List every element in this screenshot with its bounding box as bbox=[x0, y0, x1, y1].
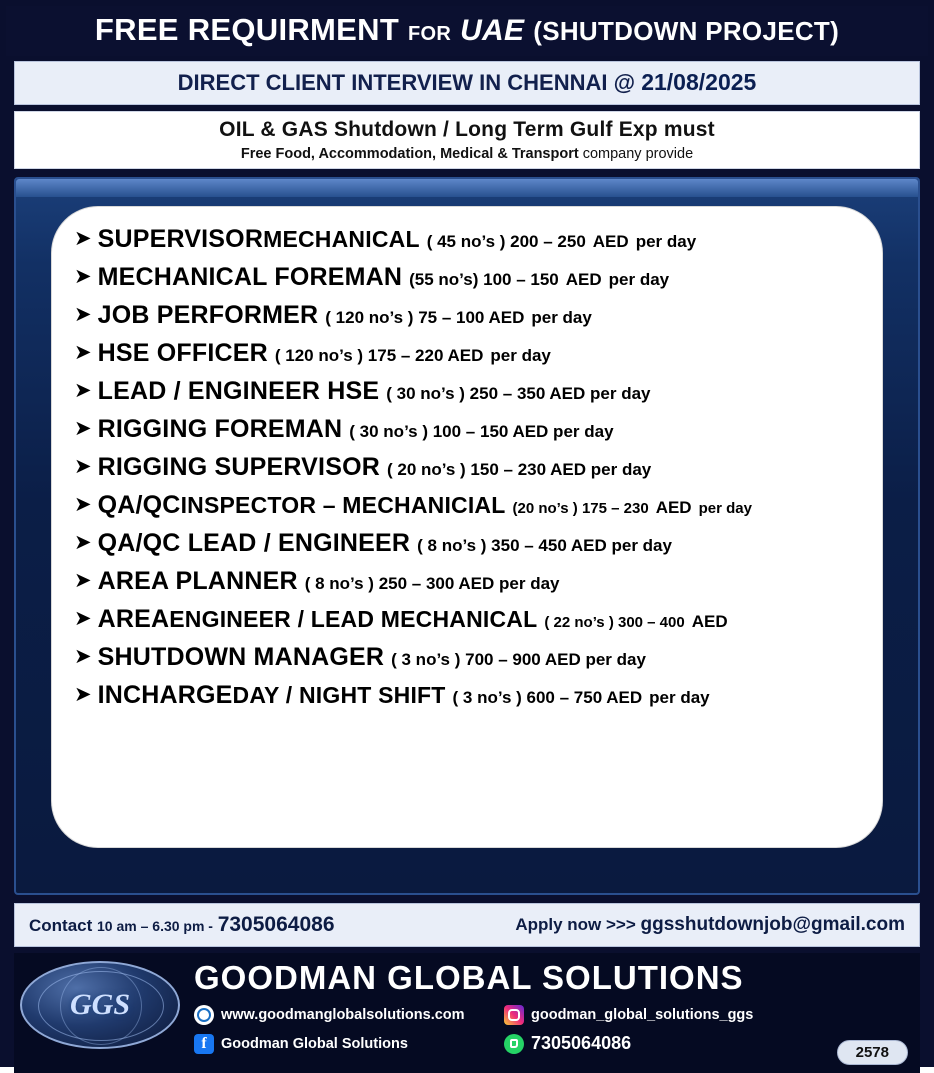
interview-text: DIRECT CLIENT INTERVIEW IN CHENNAI @ bbox=[177, 70, 636, 95]
list-item bbox=[74, 491, 862, 520]
contact-email[interactable]: ggsshutdownjob@gmail.com bbox=[640, 914, 905, 935]
reference-badge: 2578 bbox=[837, 1040, 908, 1065]
job-title: INCHARGE bbox=[97, 681, 233, 709]
job-suffix: per day bbox=[649, 688, 710, 707]
job-suffix: per day bbox=[531, 308, 592, 327]
contact-phone[interactable]: 7305064086 bbox=[217, 913, 335, 936]
job-detail: ( 8 no’s ) 350 – 450 AED per day bbox=[417, 536, 672, 555]
job-detail: ( 45 no’s ) 200 – 250 bbox=[426, 232, 586, 251]
list-item bbox=[74, 681, 862, 710]
title-for: FOR bbox=[408, 23, 452, 45]
list-item bbox=[74, 301, 862, 330]
job-title: JOB PERFORMER bbox=[97, 301, 319, 329]
facebook-link[interactable] bbox=[194, 1033, 494, 1054]
job-title: SUPERVISOR bbox=[97, 225, 264, 253]
instagram-link[interactable] bbox=[504, 1005, 804, 1025]
job-suffix: per day bbox=[635, 232, 697, 251]
contact-bar bbox=[14, 903, 920, 947]
job-title-rest: MECHANICAL bbox=[263, 226, 420, 252]
job-title: AREA PLANNER bbox=[97, 567, 298, 595]
bullet-arrow-icon: ➤ bbox=[74, 227, 92, 250]
job-currency: AED bbox=[691, 612, 728, 631]
instagram-icon bbox=[504, 1005, 524, 1025]
job-detail: (20 no’s ) 175 – 230 bbox=[512, 500, 649, 517]
globe-icon bbox=[194, 1005, 214, 1025]
job-detail: ( 20 no’s ) 150 – 230 AED per day bbox=[386, 460, 652, 479]
jobs-panel bbox=[14, 177, 920, 895]
job-suffix: per day bbox=[608, 270, 670, 289]
facebook-label: Goodman Global Solutions bbox=[221, 1035, 408, 1052]
job-title: QA/QC bbox=[97, 491, 181, 519]
interview-bar bbox=[14, 61, 920, 105]
job-title: QA/QC LEAD / ENGINEER bbox=[97, 529, 411, 557]
poster-title-bar bbox=[6, 6, 928, 56]
job-title: MECHANICAL FOREMAN bbox=[97, 263, 403, 291]
job-title: RIGGING FOREMAN bbox=[97, 415, 343, 443]
logo-text: GGS bbox=[69, 988, 130, 1021]
job-title: HSE OFFICER bbox=[97, 339, 268, 367]
job-title-rest: DAY / NIGHT SHIFT bbox=[232, 682, 446, 708]
website-label: www.goodmanglobalsolutions.com bbox=[221, 1007, 465, 1023]
bullet-arrow-icon: ➤ bbox=[74, 531, 92, 554]
whatsapp-icon bbox=[504, 1034, 524, 1054]
bullet-arrow-icon: ➤ bbox=[74, 455, 92, 478]
bullet-arrow-icon: ➤ bbox=[74, 569, 92, 592]
list-item bbox=[74, 529, 862, 558]
job-title-rest: ENGINEER / LEAD MECHANICAL bbox=[169, 606, 538, 632]
bullet-arrow-icon: ➤ bbox=[74, 645, 92, 668]
bullet-arrow-icon: ➤ bbox=[74, 683, 92, 706]
title-country: UAE bbox=[460, 14, 525, 47]
requirement-bar bbox=[14, 111, 920, 169]
list-item bbox=[74, 453, 862, 482]
list-item bbox=[74, 263, 862, 292]
job-currency: AED bbox=[655, 498, 692, 517]
job-detail: ( 3 no’s ) 700 – 900 AED per day bbox=[391, 650, 646, 669]
job-title: RIGGING SUPERVISOR bbox=[97, 453, 380, 481]
footer-links bbox=[194, 1003, 914, 1060]
bullet-arrow-icon: ➤ bbox=[74, 341, 92, 364]
list-item bbox=[74, 225, 862, 254]
list-item bbox=[74, 567, 862, 596]
job-currency: AED bbox=[592, 232, 629, 251]
benefits-bold: Free Food, Accommodation, Medical & Transport bbox=[240, 146, 579, 162]
job-detail: ( 3 no’s ) 600 – 750 AED bbox=[452, 688, 643, 707]
interview-date: 21/08/2025 bbox=[641, 69, 757, 95]
job-detail: ( 30 no’s ) 250 – 350 AED per day bbox=[386, 384, 651, 403]
whatsapp-link[interactable] bbox=[504, 1033, 804, 1054]
job-title: SHUTDOWN MANAGER bbox=[97, 643, 385, 671]
title-project: (SHUTDOWN PROJECT) bbox=[533, 16, 840, 46]
job-title: AREA bbox=[97, 605, 170, 633]
company-logo bbox=[20, 961, 180, 1049]
job-detail: ( 30 no’s ) 100 – 150 AED per day bbox=[349, 422, 614, 441]
job-suffix: per day bbox=[698, 500, 752, 517]
list-item bbox=[74, 643, 862, 672]
list-item bbox=[74, 605, 862, 634]
job-detail: (55 no’s) 100 – 150 bbox=[409, 270, 559, 289]
bullet-arrow-icon: ➤ bbox=[74, 303, 92, 326]
company-name: GOODMAN GLOBAL SOLUTIONS bbox=[194, 959, 744, 996]
bullet-arrow-icon: ➤ bbox=[74, 607, 92, 630]
bullet-arrow-icon: ➤ bbox=[74, 417, 92, 440]
benefits-text bbox=[15, 146, 919, 162]
requirement-text: OIL & GAS Shutdown / Long Term Gulf Exp must bbox=[219, 118, 715, 141]
page-title bbox=[6, 12, 928, 48]
list-item bbox=[74, 339, 862, 368]
jobs-card bbox=[52, 207, 882, 847]
bullet-arrow-icon: ➤ bbox=[74, 379, 92, 402]
job-title-rest: INSPECTOR – MECHANICIAL bbox=[180, 492, 506, 518]
whatsapp-label: 7305064086 bbox=[531, 1033, 632, 1053]
apply-label: Apply now >>> bbox=[515, 915, 636, 934]
contact-label: Contact bbox=[29, 916, 93, 935]
list-item bbox=[74, 377, 862, 406]
job-title: LEAD / ENGINEER HSE bbox=[97, 377, 380, 405]
instagram-label: goodman_global_solutions_ggs bbox=[531, 1007, 754, 1023]
benefits-thin: company provide bbox=[582, 146, 694, 162]
website-link[interactable] bbox=[194, 1005, 494, 1025]
list-item bbox=[74, 415, 862, 444]
facebook-icon: f bbox=[194, 1034, 214, 1054]
job-currency: AED bbox=[565, 270, 602, 289]
contact-hours: 10 am – 6.30 pm - bbox=[97, 918, 213, 934]
title-main: FREE REQUIRMENT bbox=[94, 12, 400, 47]
job-detail: ( 120 no’s ) 75 – 100 AED bbox=[325, 308, 525, 327]
job-detail: ( 8 no’s ) 250 – 300 AED per day bbox=[304, 574, 560, 593]
bullet-arrow-icon: ➤ bbox=[74, 265, 92, 288]
bullet-arrow-icon: ➤ bbox=[74, 493, 92, 516]
footer bbox=[14, 953, 920, 1073]
job-detail: ( 120 no’s ) 175 – 220 AED bbox=[274, 346, 484, 365]
contact-right bbox=[515, 914, 905, 936]
contact-left bbox=[29, 913, 335, 937]
job-detail: ( 22 no’s ) 300 – 400 bbox=[544, 614, 685, 631]
job-suffix: per day bbox=[490, 346, 551, 365]
